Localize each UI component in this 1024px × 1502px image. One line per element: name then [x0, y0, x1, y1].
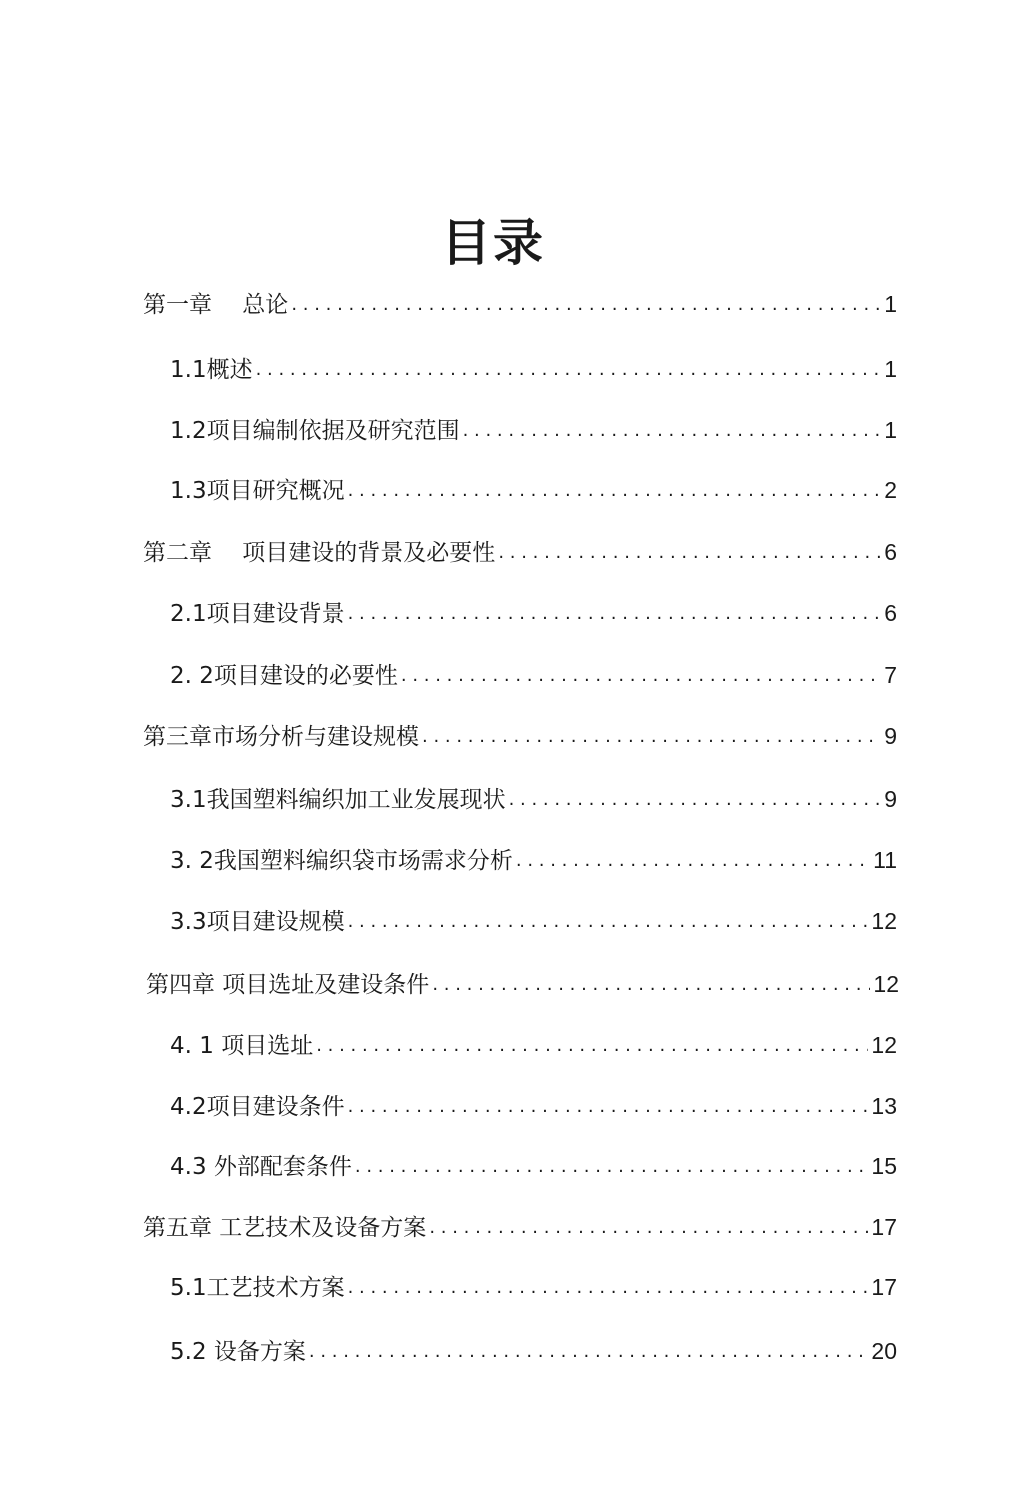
toc-leader-dots	[348, 597, 882, 630]
toc-leader-dots	[432, 968, 870, 1001]
toc-entry-chapter-3[interactable]	[143, 720, 897, 755]
toc-entry-section-5-2[interactable]	[170, 1335, 897, 1370]
toc-entry-section-1-2[interactable]	[170, 414, 897, 449]
toc-leader-dots	[509, 783, 882, 816]
toc-page-number: 9	[884, 723, 897, 749]
toc-entry-label: 3.1我国塑料编织加工业发展现状	[170, 787, 506, 813]
toc-entry-label: 2.1项目建设背景	[170, 601, 345, 627]
toc-page-number: 6	[884, 539, 897, 565]
toc-entry-section-4-1[interactable]	[170, 1029, 897, 1064]
toc-leader-dots	[498, 536, 881, 569]
toc-leader-dots	[348, 1090, 869, 1123]
toc-entry-label: 第一章 总论	[143, 292, 289, 318]
toc-leader-dots	[348, 1271, 869, 1304]
toc-page-number: 11	[873, 847, 897, 873]
toc-page-number: 9	[884, 786, 897, 812]
toc-entry-section-4-2[interactable]	[170, 1090, 897, 1125]
toc-entry-label: 3.3项目建设规模	[170, 909, 345, 935]
toc-entry-label: 第二章 项目建设的背景及必要性	[143, 540, 496, 566]
toc-page-number: 17	[871, 1274, 897, 1300]
toc-entry-label: 4. 1 项目选址	[170, 1033, 314, 1059]
toc-leader-dots	[348, 474, 882, 507]
toc-leader-dots	[256, 353, 882, 386]
toc-entry-section-5-1[interactable]	[170, 1271, 897, 1306]
toc-entry-chapter-4[interactable]	[146, 968, 899, 1003]
toc-entry-section-1-3[interactable]	[170, 474, 897, 509]
toc-entry-label: 第三章市场分析与建设规模	[143, 724, 419, 750]
toc-entry-label: 1.1概述	[170, 357, 253, 383]
toc-entry-label: 3. 2我国塑料编织袋市场需求分析	[170, 848, 513, 874]
toc-entry-section-3-3[interactable]	[170, 905, 897, 940]
toc-leader-dots	[355, 1150, 869, 1183]
toc-entry-label: 5.1工艺技术方案	[170, 1275, 345, 1301]
toc-leader-dots	[463, 414, 882, 447]
toc-leader-dots	[291, 288, 881, 321]
toc-entry-label: 第五章 工艺技术及设备方案	[143, 1215, 427, 1241]
toc-leader-dots	[309, 1335, 869, 1368]
toc-leader-dots	[516, 844, 870, 877]
toc-leader-dots	[401, 659, 881, 692]
toc-page-number: 12	[871, 908, 897, 934]
toc-entry-label: 第四章 项目选址及建设条件	[146, 972, 430, 998]
toc-entry-section-1-1[interactable]	[170, 353, 897, 388]
toc-entry-label: 4.3 外部配套条件	[170, 1154, 352, 1180]
toc-leader-dots	[348, 905, 869, 938]
toc-page-number: 2	[884, 477, 897, 503]
toc-entry-label: 1.3项目研究概况	[170, 478, 345, 504]
toc-page-number: 12	[873, 971, 899, 997]
toc-entry-section-3-2[interactable]	[170, 844, 897, 879]
toc-leader-dots	[429, 1211, 868, 1244]
toc-entry-chapter-2[interactable]	[143, 536, 897, 571]
toc-page-number: 12	[871, 1032, 897, 1058]
toc-entry-label: 2. 2项目建设的必要性	[170, 663, 398, 689]
toc-entry-chapter-1[interactable]	[143, 288, 897, 323]
toc-page-number: 7	[884, 662, 897, 688]
toc-leader-dots	[422, 720, 881, 753]
toc-page-number: 1	[884, 417, 897, 443]
toc-entry-label: 4.2项目建设条件	[170, 1094, 345, 1120]
toc-entry-section-4-3[interactable]	[170, 1150, 897, 1185]
toc-entry-label: 1.2项目编制依据及研究范围	[170, 418, 460, 444]
toc-page-number: 1	[884, 291, 897, 317]
toc-page-number: 17	[871, 1214, 897, 1240]
toc-leader-dots	[316, 1029, 868, 1062]
toc-page-number: 6	[884, 600, 897, 626]
toc-page-number: 13	[871, 1093, 897, 1119]
toc-entry-section-2-1[interactable]	[170, 597, 897, 632]
toc-entry-label: 5.2 设备方案	[170, 1339, 306, 1365]
toc-entry-section-2-2[interactable]	[170, 659, 897, 694]
toc-title: 目录	[441, 214, 545, 272]
toc-page-number: 1	[884, 356, 897, 382]
toc-entry-section-3-1[interactable]	[170, 783, 897, 818]
toc-page-number: 20	[871, 1338, 897, 1364]
toc-entry-chapter-5[interactable]	[143, 1211, 897, 1246]
toc-page-number: 15	[871, 1153, 897, 1179]
